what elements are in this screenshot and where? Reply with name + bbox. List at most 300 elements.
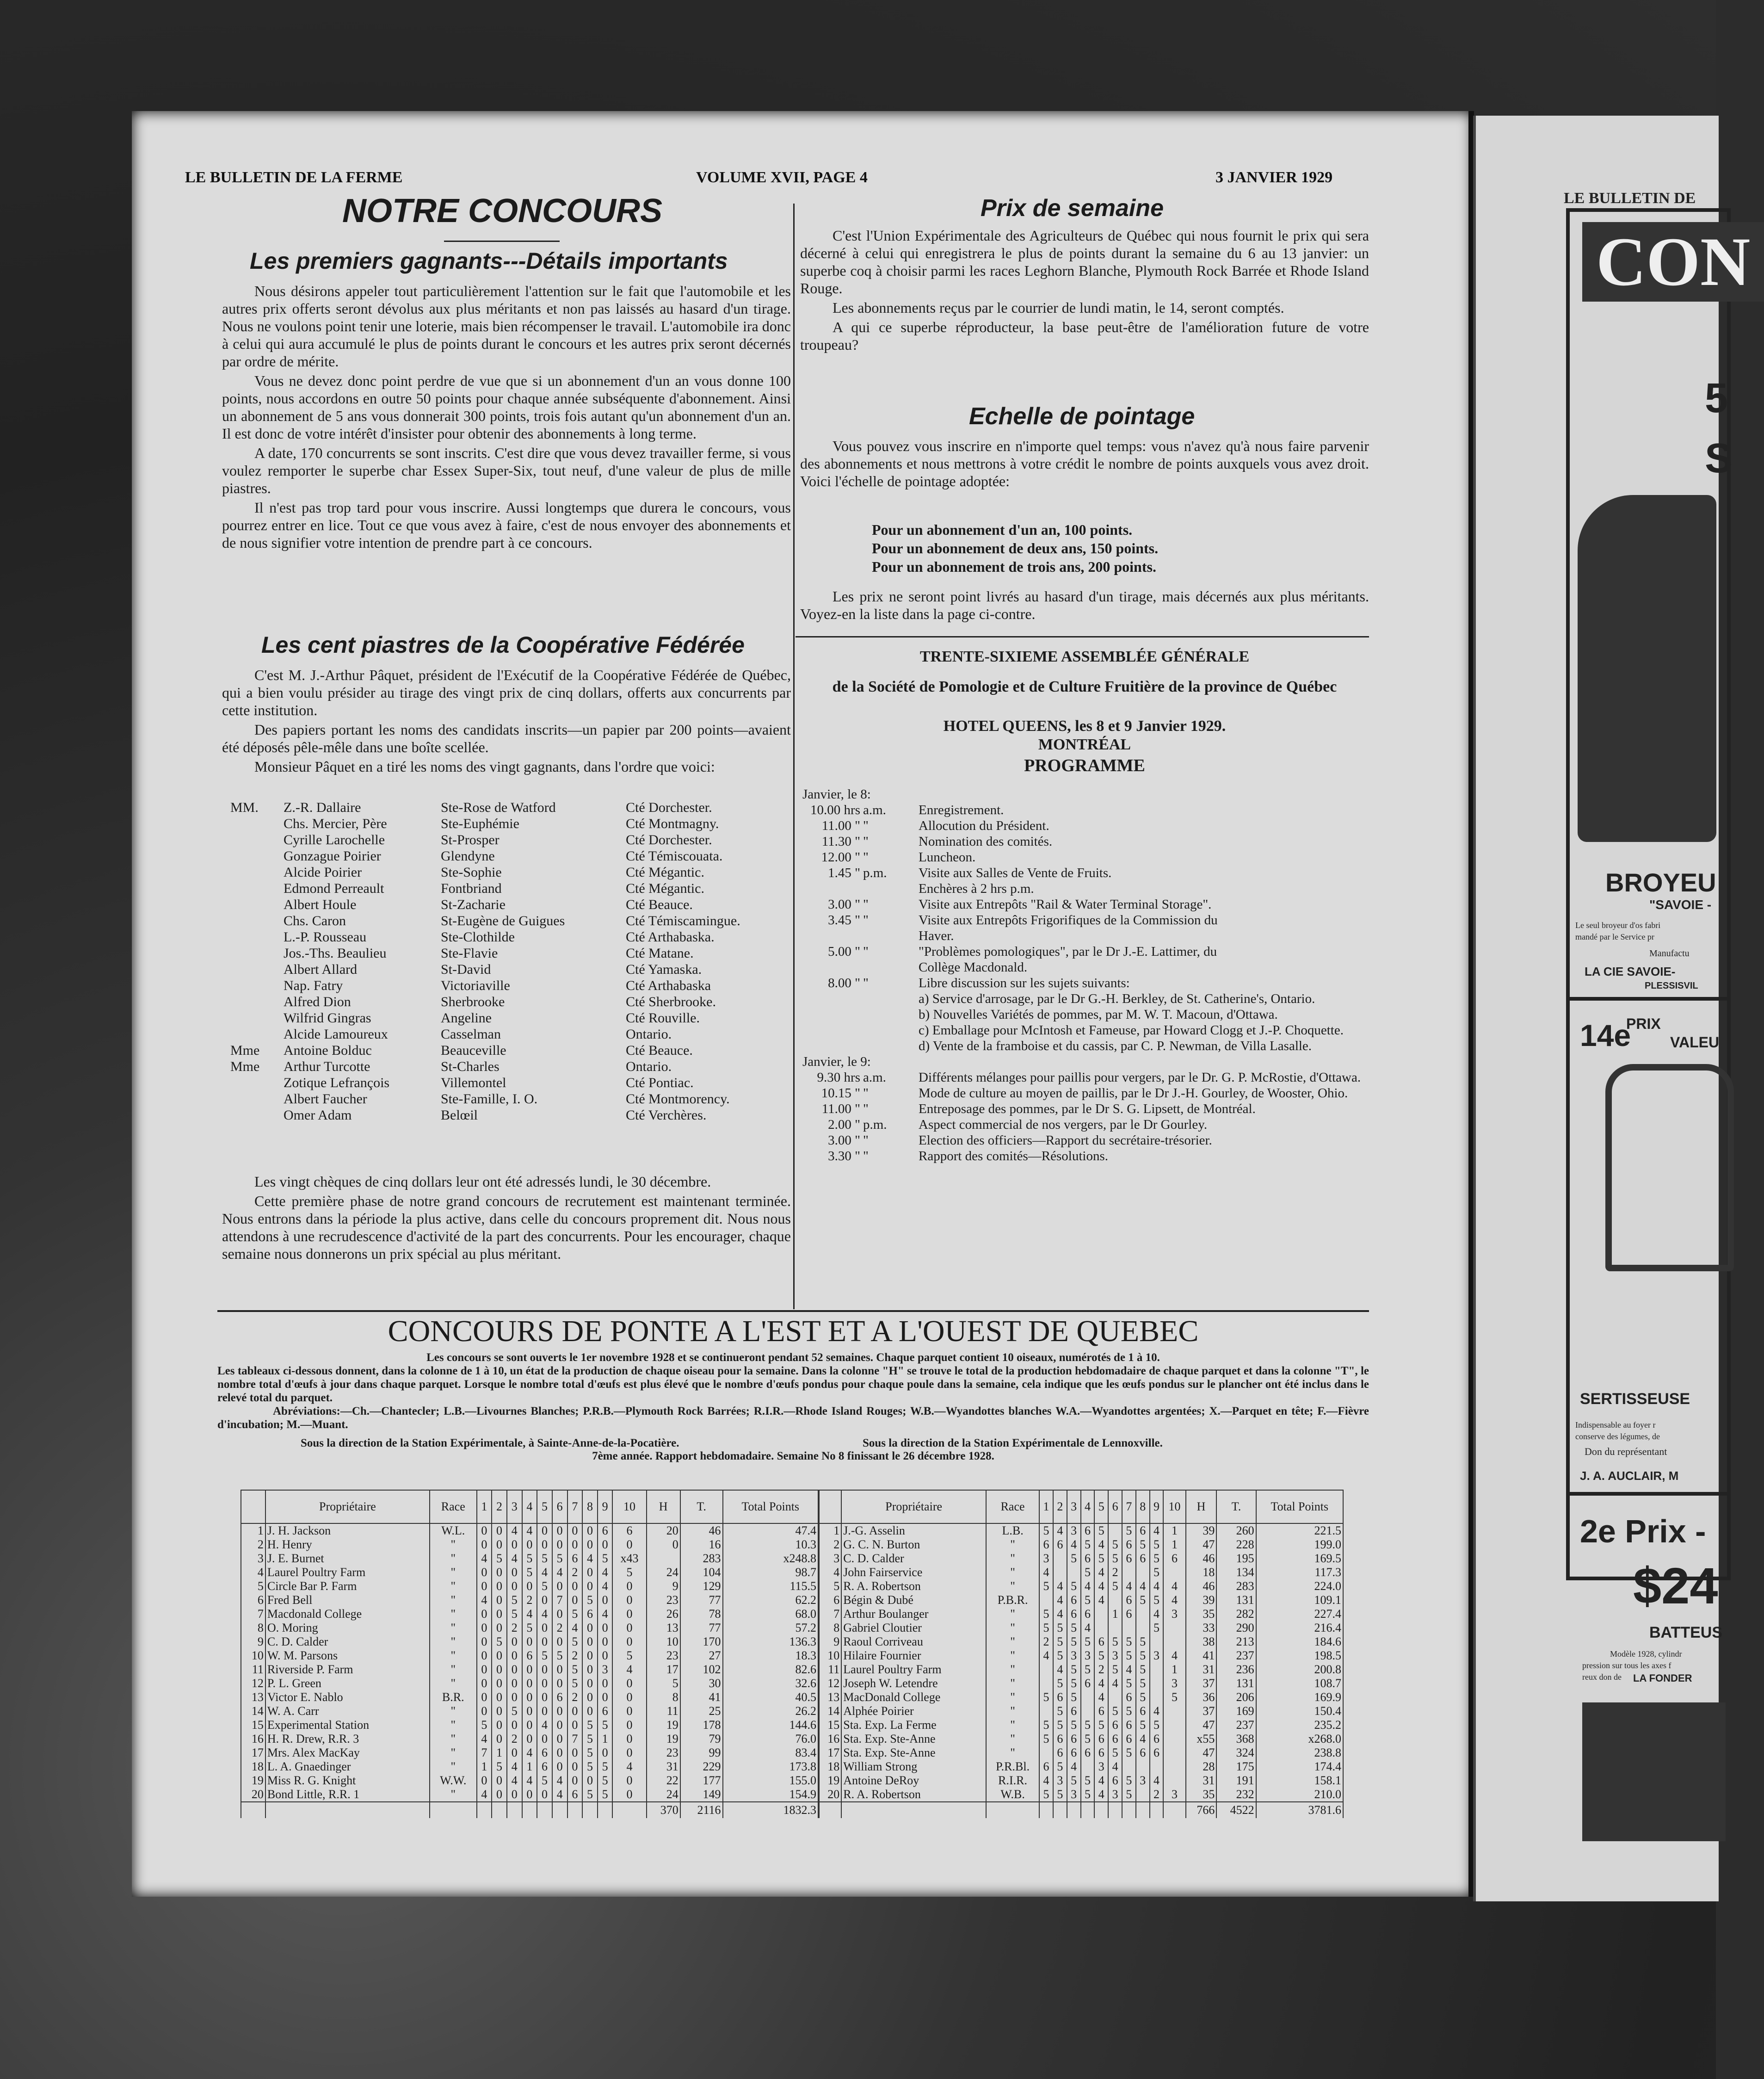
table-cell: 5 xyxy=(598,1552,613,1565)
table-cell: 5 xyxy=(537,1649,552,1663)
programme-item xyxy=(802,1117,1497,1132)
table-cell: P.B.R. xyxy=(986,1593,1039,1607)
table-cell: 5 xyxy=(1136,1663,1150,1677)
table-cell xyxy=(1163,1635,1185,1649)
programme-ampm xyxy=(863,1007,919,1022)
table-cell: 5 xyxy=(1081,1565,1095,1579)
table-cell: 5 xyxy=(567,1635,583,1649)
table-cell: 6 xyxy=(552,1690,567,1704)
table-cell: 5 xyxy=(1150,1621,1164,1635)
programme-item xyxy=(802,1070,1497,1085)
concours-text xyxy=(222,282,791,553)
winner-county: Cté Beauce. xyxy=(626,897,693,912)
ponte-title: CONCOURS DE PONTE A L'EST ET A L'OUEST DE QUEBEC xyxy=(388,1314,1199,1348)
programme-item xyxy=(802,1132,1497,1148)
table-cell: 198.5 xyxy=(1256,1649,1343,1663)
table-cell xyxy=(1094,1607,1108,1621)
table-cell: 20 xyxy=(819,1788,841,1802)
programme-ampm: " xyxy=(863,850,869,865)
winners-list xyxy=(230,799,740,1123)
table-cell: " xyxy=(430,1538,477,1552)
winner-prefix xyxy=(230,945,284,961)
table-cell: 0 xyxy=(552,1677,567,1690)
table-cell: 5 xyxy=(1039,1579,1053,1593)
column-rule xyxy=(793,204,795,1309)
table-cell xyxy=(1136,1621,1150,1635)
table-cell: 6 xyxy=(598,1704,613,1718)
table-cell: 4 xyxy=(598,1565,613,1579)
table-cell: 5 xyxy=(492,1760,507,1774)
table-cell: 4 xyxy=(1053,1607,1067,1621)
table-cell: 0 xyxy=(598,1538,613,1552)
table-cell: 23 xyxy=(647,1593,680,1607)
ad-text: conserve des légumes, de xyxy=(1575,1432,1660,1441)
table-cell: 0 xyxy=(552,1718,567,1732)
programme-item xyxy=(802,1148,1497,1164)
programme-time: 3.00 " xyxy=(828,897,860,912)
table-cell xyxy=(537,1802,552,1818)
table-cell xyxy=(1122,1802,1136,1818)
table-cell: 0 xyxy=(552,1538,567,1552)
table-cell: 5 xyxy=(1039,1732,1053,1746)
table-cell xyxy=(1081,1760,1095,1774)
table-cell: 0 xyxy=(522,1732,537,1746)
table-cell: 5 xyxy=(1136,1593,1150,1607)
winner-county: Cté Arthabaska. xyxy=(626,929,715,945)
table-cell xyxy=(1163,1704,1185,1718)
table-cell: 227.4 xyxy=(1256,1607,1343,1621)
winner-name: Arthur Turcotte xyxy=(284,1059,370,1074)
programme-event: Election des officiers—Rapport du secrétaire-trésorier. xyxy=(919,1133,1212,1148)
table-cell: 6 xyxy=(522,1649,537,1663)
table-cell: 5 xyxy=(1108,1538,1122,1552)
column-header: 4 xyxy=(1081,1490,1095,1523)
table-cell: 0 xyxy=(477,1677,492,1690)
winner-place: Fontbriand xyxy=(441,881,502,896)
day-label: Janvier, le 8: xyxy=(802,787,871,802)
table-cell xyxy=(1039,1677,1053,1690)
paragraph: Cette première phase de notre grand concours de recrutement est maintenant terminée. Nous entrons dans la période la plus active, dans celle du concours proprement dit. Nous nous attendons à une recrudescence d'activité de la part des concurrents. Pour les encourager, chaque semaine nous donnerons un prix spécial au plus méritant. xyxy=(222,1193,791,1262)
table-cell: 0 xyxy=(477,1565,492,1579)
table-cell: 4 xyxy=(477,1788,492,1802)
table-cell: 5 xyxy=(1081,1788,1095,1802)
table-cell: 68.0 xyxy=(723,1607,818,1621)
programme-item xyxy=(802,1022,1497,1038)
programme-event: Nomination des comités. xyxy=(919,834,1053,849)
table-cell: 3 xyxy=(1067,1523,1081,1538)
table-cell: 5 xyxy=(1122,1788,1136,1802)
table-cell: 0 xyxy=(477,1704,492,1718)
table-cell: " xyxy=(430,1677,477,1690)
table-total-row xyxy=(819,1802,1343,1818)
table-cell: " xyxy=(986,1677,1039,1690)
programme-day1 xyxy=(802,802,1497,1054)
table-cell: 136.3 xyxy=(723,1635,818,1649)
ad-auclair: J. A. AUCLAIR, M xyxy=(1580,1469,1679,1483)
table-cell: 169.5 xyxy=(1256,1552,1343,1565)
programme-ampm: " xyxy=(863,1149,869,1163)
table-cell: 5 xyxy=(1067,1635,1081,1649)
table-row xyxy=(241,1760,818,1774)
table-cell: 3 xyxy=(1163,1607,1185,1621)
table-total-cell: 4522 xyxy=(1216,1802,1256,1818)
programme-event: Visite aux Entrepôts Frigorifiques de la Commission du xyxy=(919,913,1218,928)
table-cell: 6 xyxy=(1094,1635,1108,1649)
table-cell xyxy=(1081,1690,1095,1704)
table-cell: 5 xyxy=(537,1552,552,1565)
table-cell: 0 xyxy=(507,1677,522,1690)
winner-prefix xyxy=(230,913,284,929)
table-cell: 30 xyxy=(680,1677,723,1690)
table-cell: 6 xyxy=(1053,1746,1067,1760)
table-cell: 5 xyxy=(477,1718,492,1732)
table-cell xyxy=(1136,1788,1150,1802)
table-cell: 0 xyxy=(537,1593,552,1607)
winner-county: Ontario. xyxy=(626,1059,672,1074)
winner-place: Ste-Rose de Watford xyxy=(441,800,556,815)
table-cell: 5 xyxy=(647,1677,680,1690)
table-cell: 2 xyxy=(241,1538,265,1552)
column-header: 6 xyxy=(552,1490,567,1523)
echelle-closing xyxy=(800,588,1369,625)
column-header: 5 xyxy=(537,1490,552,1523)
table-cell: 0 xyxy=(477,1579,492,1593)
ad-big-letter: S xyxy=(1705,435,1733,482)
table-cell: 0 xyxy=(537,1690,552,1704)
table-cell: J.-G. Asselin xyxy=(841,1523,986,1538)
ad-big-number: 5 xyxy=(1705,375,1728,421)
table-cell: 5 xyxy=(1150,1552,1164,1565)
programme-ampm: " xyxy=(863,1133,869,1148)
ad-second-prize: 2e Prix - xyxy=(1580,1513,1706,1549)
assemblee-hotel: HOTEL QUEENS, les 8 et 9 Janvier 1929. xyxy=(943,718,1226,735)
table-cell: J. E. Burnet xyxy=(265,1552,430,1565)
table-cell: 200.8 xyxy=(1256,1663,1343,1677)
table-cell: 236 xyxy=(1216,1663,1256,1677)
table-cell: 0 xyxy=(612,1607,646,1621)
column-header: Race xyxy=(430,1490,477,1523)
table-cell: 155.0 xyxy=(723,1774,818,1788)
table-cell: 1 xyxy=(241,1523,265,1538)
table-row xyxy=(241,1732,818,1746)
ponte-intro-1: Les concours se sont ouverts le 1er novembre 1928 et se continueront pendant 52 semaines. Chaque parquet contient 10 oiseaux, numérotés de 1 à 10. xyxy=(426,1351,1160,1364)
table-cell: 5 xyxy=(1122,1774,1136,1788)
table-cell: 5 xyxy=(522,1621,537,1635)
winner-prefix xyxy=(230,1075,284,1091)
table-cell: W.L. xyxy=(430,1523,477,1538)
table-header-row xyxy=(241,1490,818,1523)
table-cell: 150.4 xyxy=(1256,1704,1343,1718)
table-row xyxy=(819,1677,1343,1690)
table-cell: 0 xyxy=(612,1774,646,1788)
table-cell: 7 xyxy=(552,1593,567,1607)
table-cell: 0 xyxy=(537,1677,552,1690)
programme-time: 3.00 " xyxy=(828,1133,860,1148)
table-cell: 46 xyxy=(680,1523,723,1538)
table-cell: 6 xyxy=(1108,1718,1122,1732)
table-cell: Antoine DeRoy xyxy=(841,1774,986,1788)
sertisseuse-illustration xyxy=(1605,1064,1734,1271)
table-cell: 5 xyxy=(1053,1788,1067,1802)
winner-place: Casselman xyxy=(441,1027,501,1042)
column-header: 5 xyxy=(1094,1490,1108,1523)
table-cell: 4 xyxy=(1150,1523,1164,1538)
table-cell: 199.0 xyxy=(1256,1538,1343,1552)
table-cell: 4 xyxy=(1150,1607,1164,1621)
ad-company: LA CIE SAVOIE- xyxy=(1585,965,1676,978)
table-cell: Laurel Poultry Farm xyxy=(841,1663,986,1677)
winner-row xyxy=(230,799,740,816)
ad-broyeur: BROYEU xyxy=(1605,868,1716,897)
table-cell: 4 xyxy=(1053,1579,1067,1593)
table-cell: 25 xyxy=(680,1704,723,1718)
winner-county: Cté Témiscouata. xyxy=(626,848,723,864)
table-cell: 0 xyxy=(567,1538,583,1552)
concours-subtitle: Les premiers gagnants---Détails importants xyxy=(250,248,728,274)
table-cell: 5 xyxy=(1136,1649,1150,1663)
table-row xyxy=(819,1649,1343,1663)
winner-prefix xyxy=(230,1010,284,1026)
table-cell: 26.2 xyxy=(723,1704,818,1718)
table-cell: 6 xyxy=(1122,1732,1136,1746)
table-cell: Alphée Poirier xyxy=(841,1704,986,1718)
table-cell: 3 xyxy=(1094,1760,1108,1774)
table-cell: 22 xyxy=(647,1774,680,1788)
table-cell: 20 xyxy=(647,1523,680,1538)
table-cell: 177 xyxy=(680,1774,723,1788)
table-cell: 4 xyxy=(1094,1677,1108,1690)
table-cell: 0 xyxy=(552,1579,567,1593)
column-header: 7 xyxy=(567,1490,583,1523)
table-cell: 5 xyxy=(1053,1649,1067,1663)
table-cell: W. M. Parsons xyxy=(265,1649,430,1663)
paragraph: C'est l'Union Expérimentale des Agriculteurs de Québec qui nous fournit le prix qui sera décerné à celui qui enregistrera le plus de points durant la semaine du 6 au 13 janvier: un superbe coq à choisir parmi les races Leghorn Blanche, Plymouth Rock Barrée et Rhode Island Rouge. xyxy=(800,227,1369,297)
column-header: 1 xyxy=(1039,1490,1053,1523)
column-header: 9 xyxy=(598,1490,613,1523)
table-cell: 3 xyxy=(598,1663,613,1677)
table-cell: 19 xyxy=(647,1718,680,1732)
programme-time: 11.00 " xyxy=(821,818,860,833)
table-cell: " xyxy=(986,1607,1039,1621)
winners-rows xyxy=(230,799,740,1123)
table-cell xyxy=(265,1802,430,1818)
table-cell: 195 xyxy=(1216,1552,1256,1565)
table-cell xyxy=(1039,1746,1053,1760)
table-cell: 0 xyxy=(477,1621,492,1635)
table-cell: 0 xyxy=(507,1565,522,1579)
table-cell: 184.6 xyxy=(1256,1635,1343,1649)
table-cell xyxy=(1150,1663,1164,1677)
table-cell: Bégin & Dubé xyxy=(841,1593,986,1607)
ad-text: Le seul broyeur d'os fabri xyxy=(1575,921,1661,930)
table-cell: 5 xyxy=(1150,1593,1164,1607)
table-cell: C. D. Calder xyxy=(265,1635,430,1649)
table-cell xyxy=(1108,1523,1122,1538)
table-cell: 4 xyxy=(552,1565,567,1579)
ponte-table-left xyxy=(241,1490,819,1818)
table-cell: 5 xyxy=(582,1746,598,1760)
programme-item xyxy=(802,975,1497,991)
table-cell: 76.0 xyxy=(723,1732,818,1746)
table-cell: 0 xyxy=(522,1663,537,1677)
table-cell: 0 xyxy=(522,1690,537,1704)
winner-prefix xyxy=(230,1026,284,1042)
table-cell: C. D. Calder xyxy=(841,1552,986,1565)
table-cell: " xyxy=(430,1565,477,1579)
table-cell: 131 xyxy=(1216,1593,1256,1607)
ponte-table-right xyxy=(819,1490,1344,1818)
table-cell: 6 xyxy=(1150,1746,1164,1760)
table-cell: 4 xyxy=(567,1621,583,1635)
table-cell: 19 xyxy=(241,1774,265,1788)
programme-item xyxy=(802,1101,1497,1117)
table-cell xyxy=(1081,1802,1095,1818)
side-header: LE BULLETIN DE xyxy=(1564,190,1696,207)
table-cell: 6 xyxy=(1136,1523,1150,1538)
table-cell: 0 xyxy=(492,1649,507,1663)
programme-event: Luncheon. xyxy=(919,850,976,865)
table-row xyxy=(819,1746,1343,1760)
table-cell: 47 xyxy=(1186,1538,1217,1552)
table-cell: 0 xyxy=(492,1565,507,1579)
table-cell: 5 xyxy=(1108,1704,1122,1718)
winner-name: Albert Allard xyxy=(284,962,358,977)
table-cell: 2 xyxy=(1150,1788,1164,1802)
table-cell: 173.8 xyxy=(723,1760,818,1774)
table-cell xyxy=(552,1802,567,1818)
table-total-cell: 1832.3 xyxy=(723,1802,818,1818)
table-cell: 5 xyxy=(598,1760,613,1774)
table-cell: 77 xyxy=(680,1621,723,1635)
ad-sertisseuse: SERTISSEUSE xyxy=(1580,1390,1690,1408)
table-cell: 260 xyxy=(1216,1523,1256,1538)
concours-title: NOTRE CONCOURS xyxy=(342,192,663,229)
table-cell: 224.0 xyxy=(1256,1579,1343,1593)
table-cell: " xyxy=(986,1690,1039,1704)
table-cell: 11 xyxy=(819,1663,841,1677)
table-cell: 5 xyxy=(582,1718,598,1732)
programme-ampm: a.m. xyxy=(863,1070,886,1085)
table-cell: 0 xyxy=(492,1538,507,1552)
column-header: Propriétaire xyxy=(265,1490,430,1523)
winner-name: Omer Adam xyxy=(284,1108,352,1123)
paragraph: Vous pouvez vous inscrire en n'importe quel temps: vous n'avez qu'à nous faire parvenir des abonnements et nous mettrons à votre crédit le nombre de points auxquels vous avez droit. Voici l'échelle de pointage adoptée: xyxy=(800,438,1369,489)
prix-text xyxy=(800,227,1369,355)
left-direction: Sous la direction de la Station Expérimentale, à Sainte-Anne-de-la-Pocatière. xyxy=(301,1437,679,1449)
programme-ampm: " xyxy=(863,1086,869,1101)
table-cell: 115.5 xyxy=(723,1579,818,1593)
winner-county: Cté Rouville. xyxy=(626,1010,700,1026)
table-cell: 2 xyxy=(1039,1635,1053,1649)
programme-ampm xyxy=(863,1038,919,1054)
table-cell: 5 xyxy=(1081,1538,1095,1552)
table-cell: 4 xyxy=(1108,1677,1122,1690)
table-cell: 35 xyxy=(1186,1607,1217,1621)
table-cell: 4 xyxy=(612,1663,646,1677)
winner-place: Victoriaville xyxy=(441,978,510,993)
table-cell: 5 xyxy=(1150,1565,1164,1579)
table-cell: 78 xyxy=(680,1607,723,1621)
table-cell: 4 xyxy=(522,1607,537,1621)
table-cell: 5 xyxy=(507,1704,522,1718)
table-cell: 0 xyxy=(507,1663,522,1677)
table-cell: 5 xyxy=(1067,1579,1081,1593)
table-cell: 0 xyxy=(567,1579,583,1593)
table-cell: H. R. Drew, R.R. 3 xyxy=(265,1732,430,1746)
table-row xyxy=(819,1704,1343,1718)
programme-item xyxy=(802,928,1497,944)
table-cell: 26 xyxy=(647,1607,680,1621)
table-row xyxy=(241,1635,818,1649)
table-cell: 5 xyxy=(492,1552,507,1565)
ad-amount: $24 xyxy=(1633,1558,1718,1615)
winner-county: Cté Mégantic. xyxy=(626,881,704,896)
table-cell: 6 xyxy=(1136,1746,1150,1760)
table-row xyxy=(819,1579,1343,1593)
table-cell: 0 xyxy=(492,1774,507,1788)
programme-ampm: " xyxy=(863,834,869,849)
points-line-1: Pour un abonnement d'un an, 100 points. xyxy=(872,521,1133,538)
table-cell: 57.2 xyxy=(723,1621,818,1635)
table-cell: 0 xyxy=(582,1565,598,1579)
table-cell: 0 xyxy=(552,1704,567,1718)
table-cell: 7 xyxy=(477,1746,492,1760)
programme-item xyxy=(802,1038,1497,1054)
table-cell: 0 xyxy=(492,1677,507,1690)
table-cell: 6 xyxy=(1122,1718,1136,1732)
table-cell: 213 xyxy=(1216,1635,1256,1649)
table-cell: " xyxy=(430,1788,477,1802)
winner-row xyxy=(230,1058,740,1075)
winner-name: Alcide Lamoureux xyxy=(284,1027,388,1042)
winner-name: Nap. Fatry xyxy=(284,978,343,993)
table-cell: W.B. xyxy=(986,1788,1039,1802)
table-cell: 5 xyxy=(1081,1635,1095,1649)
paragraph: Les prix ne seront point livrés au hasard d'un tirage, mais décernés aux plus méritants. Voyez-en la liste dans la page ci-contre. xyxy=(800,588,1369,622)
table-cell xyxy=(1053,1552,1067,1565)
programme-item xyxy=(802,944,1497,959)
table-cell: " xyxy=(430,1593,477,1607)
winner-row xyxy=(230,880,740,897)
table-cell: 5 xyxy=(537,1579,552,1593)
table-cell: 5 xyxy=(1163,1690,1185,1704)
winner-name: Alfred Dion xyxy=(284,994,351,1009)
table-cell: 0 xyxy=(537,1523,552,1538)
programme-list xyxy=(802,786,1497,1164)
title-underline xyxy=(444,241,560,242)
table-cell: 129 xyxy=(680,1579,723,1593)
table-cell xyxy=(1150,1690,1164,1704)
winner-row xyxy=(230,897,740,913)
table-cell: 6 xyxy=(1122,1552,1136,1565)
table-cell: 6 xyxy=(1136,1552,1150,1565)
table-cell: 178 xyxy=(680,1718,723,1732)
table-cell: 5 xyxy=(1053,1704,1067,1718)
table-cell: 9 xyxy=(819,1635,841,1649)
table-cell: 0 xyxy=(507,1690,522,1704)
winner-name: Z.-R. Dallaire xyxy=(284,800,361,815)
table-cell xyxy=(1163,1565,1185,1579)
programme-event: Collège Macdonald. xyxy=(919,960,1028,975)
table-cell: 6 xyxy=(1094,1732,1108,1746)
table-cell xyxy=(1163,1746,1185,1760)
table-row xyxy=(819,1552,1343,1565)
table-cell: 4 xyxy=(477,1593,492,1607)
table-cell: 290 xyxy=(1216,1621,1256,1635)
table-cell: 5 xyxy=(598,1788,613,1802)
table-cell: " xyxy=(430,1663,477,1677)
table-cell xyxy=(1122,1621,1136,1635)
